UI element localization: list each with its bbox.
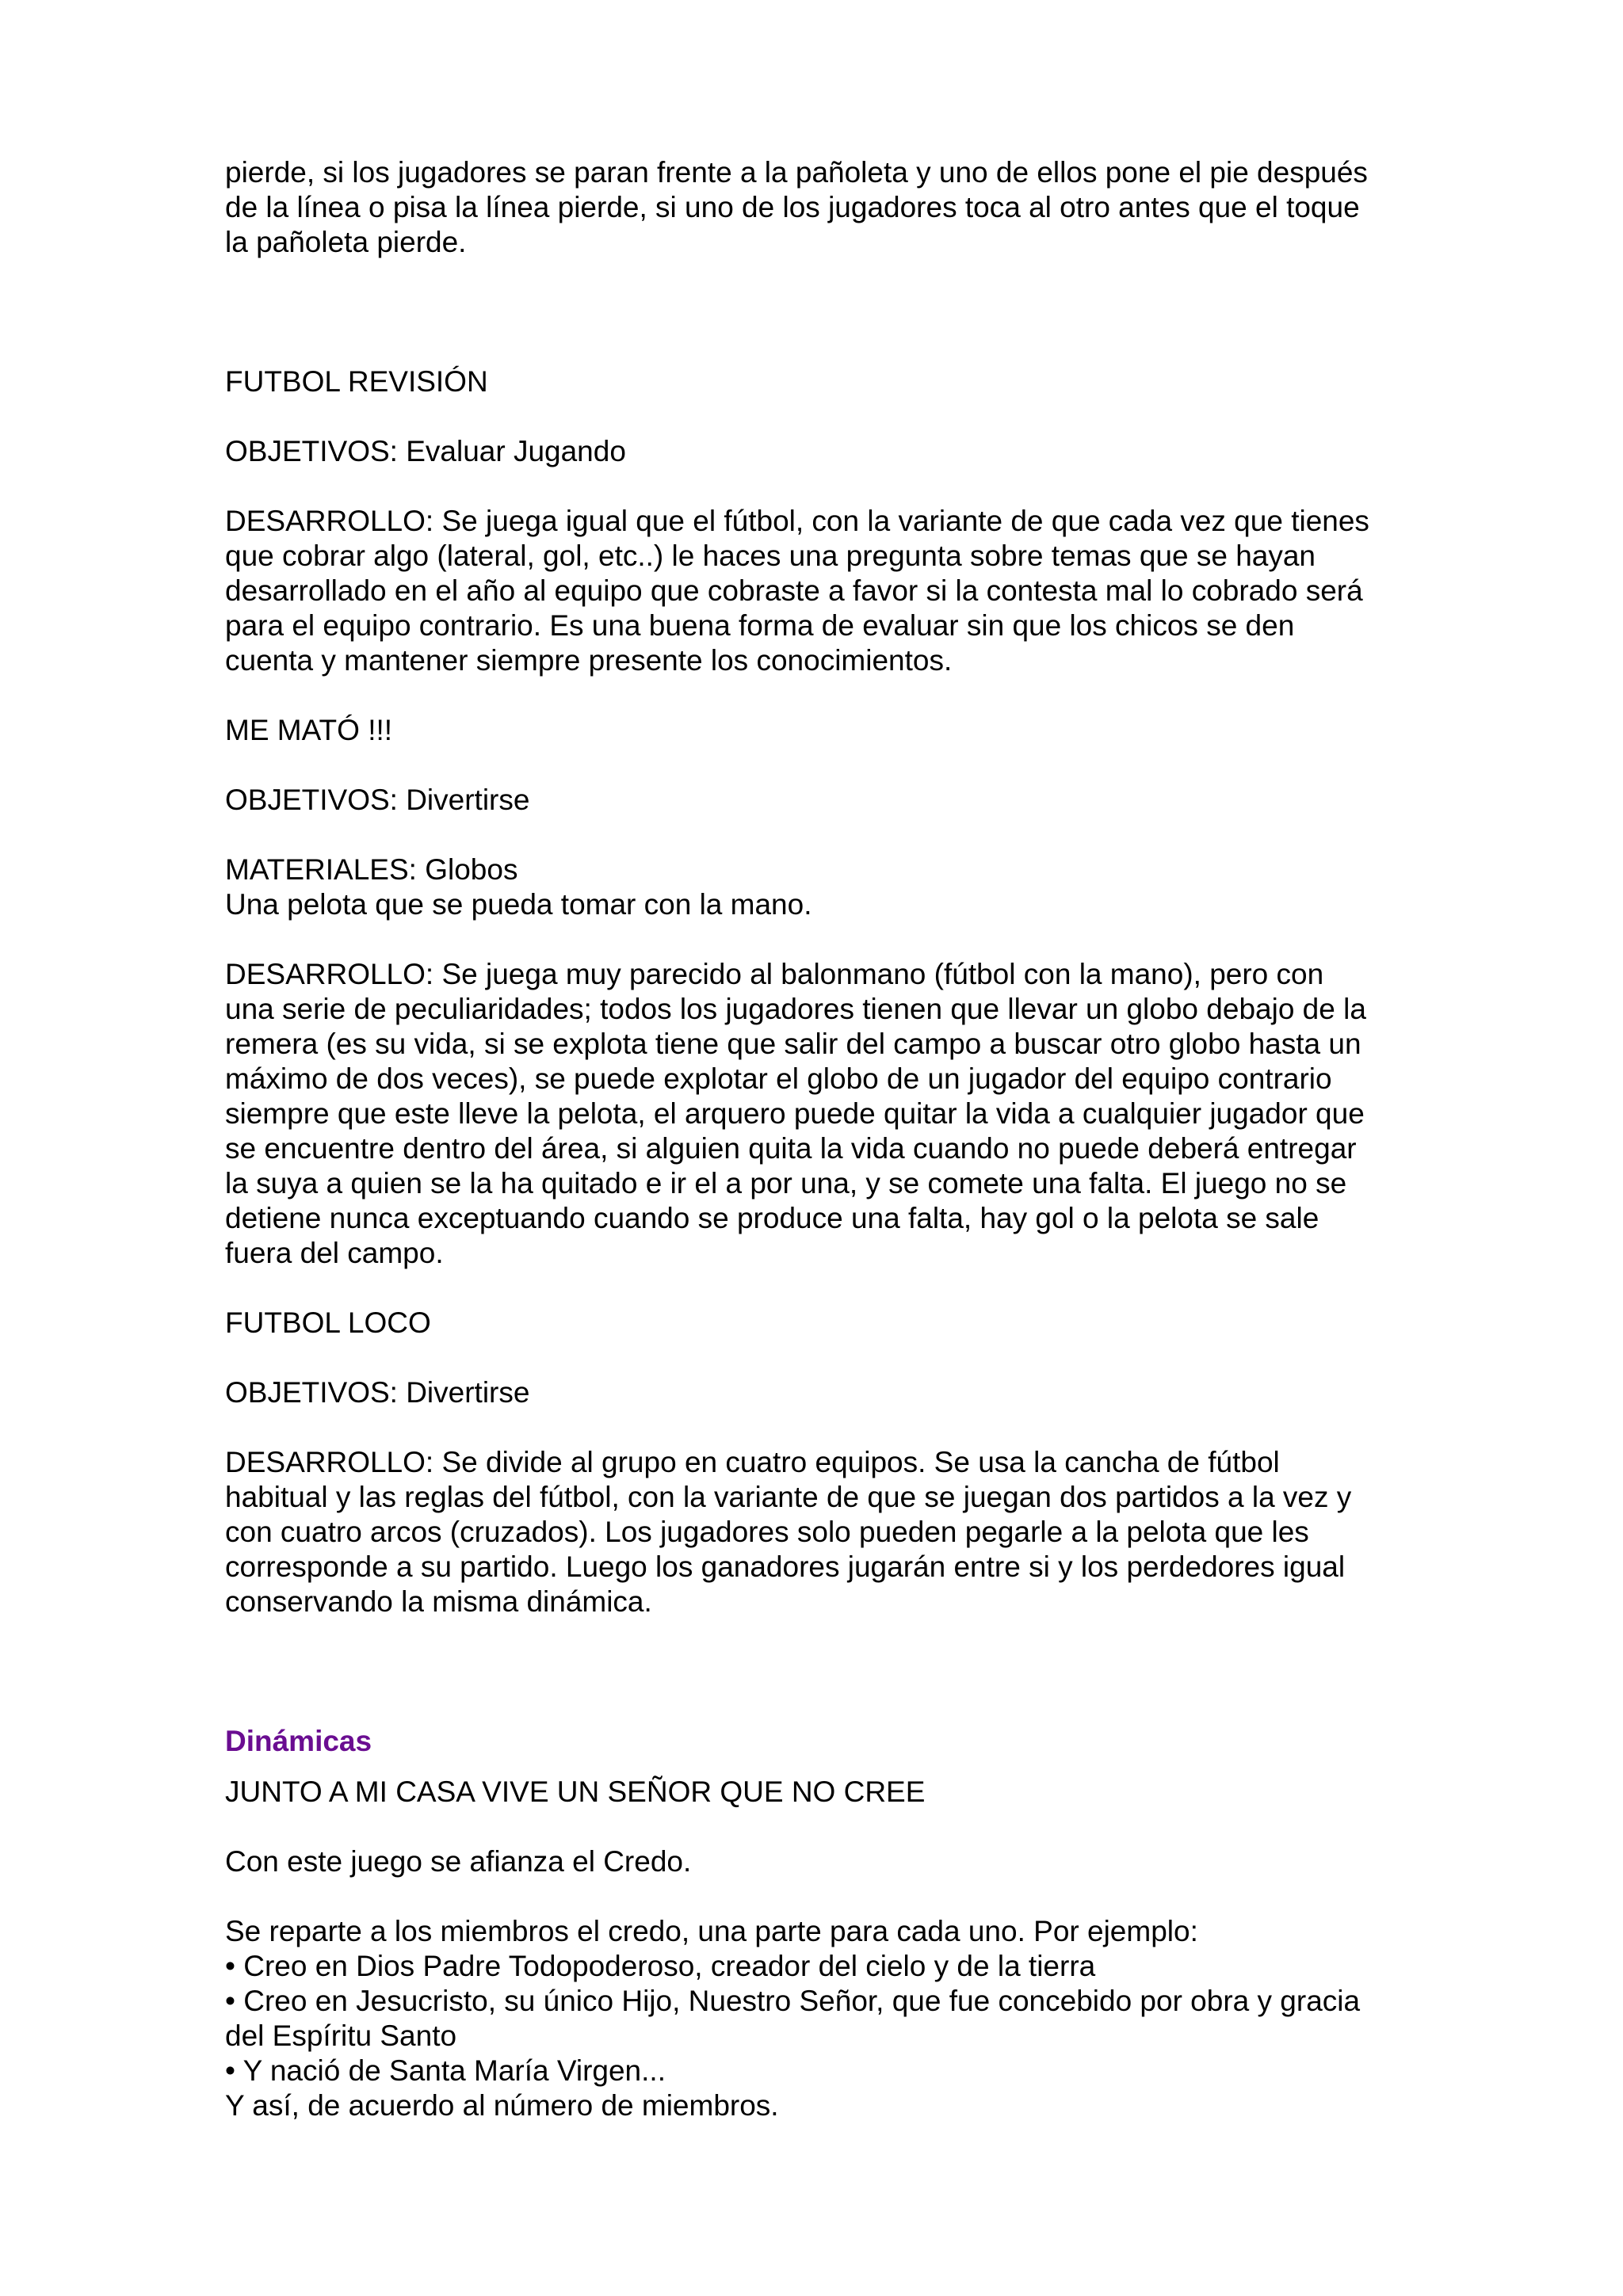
futbol-loco-title: FUTBOL LOCO: [225, 1306, 431, 1339]
dinamicas-reparte: Se reparte a los miembros el credo, una parte para cada uno. Por ejemplo: • Creo en Dios Padre Todopoderoso, creador del cielo y de la tierra • Creo en Jesucristo, su único Hijo, Nuestro Señor, que fue concebido por obra y gracia del Espíritu Santo • Y nació de Santa María Virgen... Y así, de acuerdo al número de miembros.: [225, 1915, 1361, 2122]
dinamicas-heading: Dinámicas: [225, 1725, 372, 1757]
section-futbol-revision: [225, 364, 1414, 678]
futbol-revision-title: FUTBOL REVISIÓN: [225, 365, 488, 398]
me-mato-objetivos: OBJETIVOS: Divertirse: [225, 784, 530, 816]
futbol-revision-objetivos: OBJETIVOS: Evaluar Jugando: [225, 435, 626, 467]
me-mato-title: ME MATÓ !!!: [225, 714, 393, 746]
spacer: [225, 260, 1414, 364]
me-mato-materiales: MATERIALES: Globos Una pelota que se pueda tomar con la mano.: [225, 853, 812, 921]
document-page: [225, 155, 1414, 2123]
section-futbol-loco: [225, 1306, 1414, 1619]
intro-tail-paragraph: pierde, si los jugadores se paran frente a la pañoleta y uno de ellos pone el pie después de la línea o pisa la línea pierde, si uno de los jugadores toca al otro antes que el toque la pañoleta pierde.: [225, 156, 1368, 258]
futbol-loco-desarrollo: DESARROLLO: Se divide al grupo en cuatro equipos. Se usa la cancha de fútbol habitual y las reglas del fútbol, con la variante de que se juegan dos partidos a la vez y con cuatro arcos (cruzados). Los jugadores solo pueden pegarle a la pelota que les corresponde a su partido. Luego los ganadores jugarán entre si y los perdedores igual conservando la misma dinámica.: [225, 1446, 1352, 1618]
futbol-loco-objetivos: OBJETIVOS: Divertirse: [225, 1376, 530, 1409]
dinamicas-intro: Con este juego se afianza el Credo.: [225, 1845, 692, 1878]
dinamicas-title: JUNTO A MI CASA VIVE UN SEÑOR QUE NO CREE: [225, 1775, 926, 1808]
futbol-revision-desarrollo: DESARROLLO: Se juega igual que el fútbol, con la variante de que cada vez que tienes que cobrar algo (lateral, gol, etc..) le haces una pregunta sobre temas que se hayan desarrollado en el año al equipo que cobraste a favor si la contesta mal lo cobrado será para el equipo contrario. Es una buena forma de evaluar sin que los chicos se den cuenta y mantener siempre presente los conocimientos.: [225, 505, 1369, 677]
section-dinamicas: [225, 1724, 1414, 2123]
me-mato-desarrollo: DESARROLLO: Se juega muy parecido al balonmano (fútbol con la mano), pero con una serie de peculiaridades; todos los jugadores tienen que llevar un globo debajo de la remera (es su vida, si se explota tiene que salir del campo a buscar otro globo hasta un máximo de dos veces), se puede explotar el globo de un jugador del equipo contrario siempre que este lleve la pelota, el arquero puede quitar la vida a cualquier jugador que se encuentre dentro del área, si alguien quita la vida cuando no puede deberá entregar la suya a quien se la ha quitado e ir el a por una, y se comete una falta. El juego no se detiene nunca exceptuando cuando se produce una falta, hay gol o la pelota se sale fuera del campo.: [225, 958, 1366, 1269]
section-me-mato: [225, 713, 1414, 1271]
